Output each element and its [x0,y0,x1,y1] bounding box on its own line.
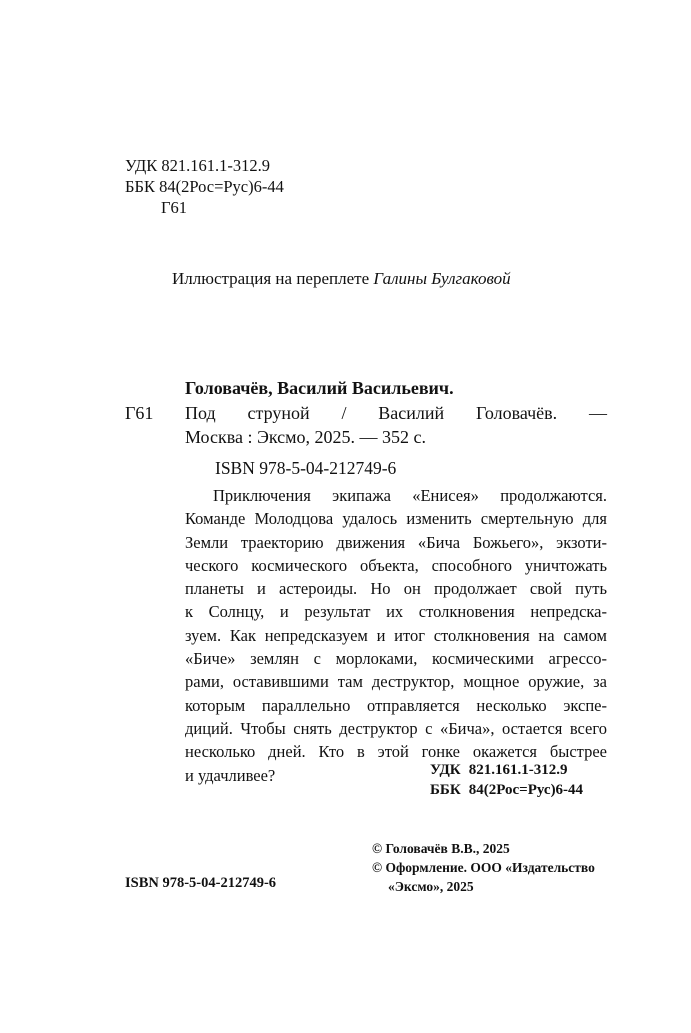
udk-label: УДК [430,762,461,778]
author-sign-bibliographic: Г61 [125,403,154,423]
bbk-code: ББК 84(2Рос=Рус)6-44 [125,177,284,196]
annotation-line: Приключения экипажа «Енисея» продолжаются. [213,486,607,505]
author-heading: Головачёв, Василий Васильевич. [185,378,454,398]
copyright-author: © Головачёв В.В., 2025 [372,841,510,856]
annotation-line: несколько дней. Кто в этой гонке окажется быстрее [185,742,607,762]
bibliographic-description [185,401,607,449]
annotation-line: и удачливее? [185,765,276,785]
copyright-block [372,839,595,896]
bbk-label: ББК [430,782,461,798]
annotation-line: к Солнцу, и результат их столкновения непредска- [185,602,607,622]
classification-right [430,760,591,800]
illustration-credit [172,268,511,290]
classification-block [125,155,284,218]
annotation-line: диций. Чтобы снять деструктор с «Бича», остается всего [185,718,607,738]
annotation-line: Земли траекторию движения «Бича Божьего», экзоти- [185,532,607,552]
bbk-value: 84(2Рос=Рус)6-44 [468,782,584,798]
isbn-bottom: ISBN 978-5-04-212749-6 [125,875,277,891]
illustration-artist: Галины Булгаковой [373,269,511,288]
annotation-line: которым параллельно отправляется несколько экспе- [185,695,607,715]
udk-value: 821.161.1-312.9 [468,762,568,778]
illustration-prefix: Иллюстрация на переплете [172,269,374,288]
annotation-line: ческого космического объекта, способного уничтожать [185,555,607,575]
copyright-design: © Оформление. ООО «Издательство [372,860,595,875]
annotation-line: «Биче» землян с морлоками, космическими агрессо- [185,649,607,669]
annotation-line: зуем. Как непредсказуем и итог столкновения на самом [185,625,607,645]
isbn-main: ISBN 978-5-04-212749-6 [215,458,397,478]
annotation [185,484,607,787]
annotation-line: рами, оставившими там деструктор, мощное оружие, за [185,672,607,692]
udk-code: УДК 821.161.1-312.9 [125,156,271,175]
title-line-1: Под струной / Василий Головачёв. — [185,403,607,423]
annotation-line: Команде Молодцова удалось изменить смертельную для [185,509,607,529]
author-sign: Г61 [161,198,188,217]
annotation-line: планеты и астероиды. Но он продолжает свой путь [185,579,607,599]
copyright-publisher: «Эксмо», 2025 [388,879,474,894]
title-line-2: Москва : Эксмо, 2025. — 352 с. [185,427,427,447]
